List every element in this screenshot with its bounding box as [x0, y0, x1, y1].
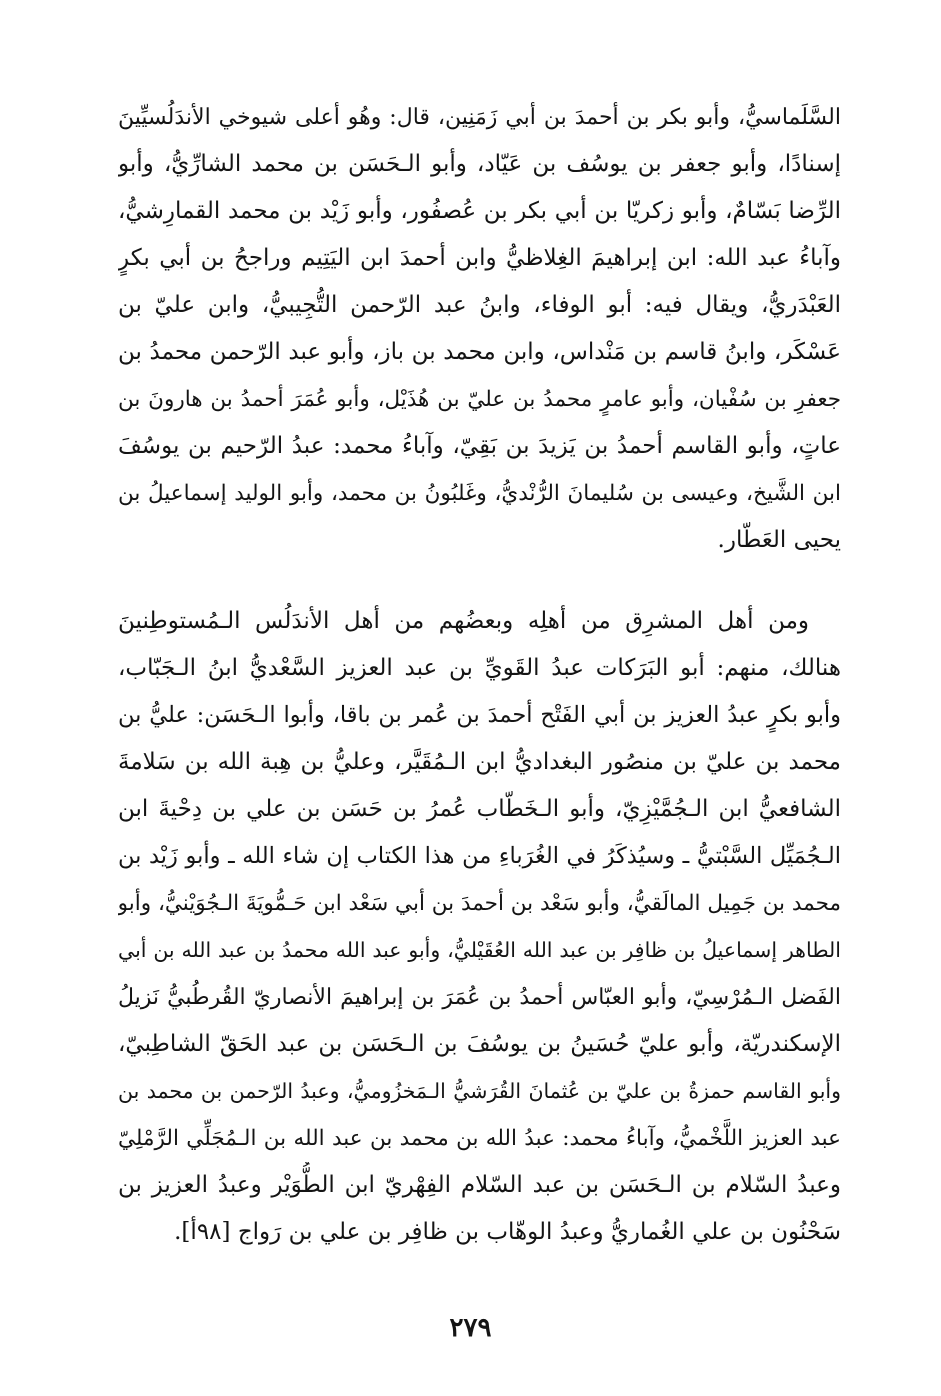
paragraph-2 — [118, 598, 841, 1256]
paragraph-line: جعفرِ بن سُفْيان، وأبو عامرٍ محمدُ بن عليّ بن هُذَيْل، وأبو عُمَرَ أحمدُ بن هارونَ بن — [118, 387, 841, 412]
paragraph-line: وأبو بكرٍ عبدُ العزيز بن أبي الفَتْح أحمدَ بن عُمر بن باقا، وأبوا الـحَسَن: عليُّ بن — [118, 702, 841, 728]
paragraph-line: وعبدُ السّلام بن الـحَسَن بن عبد السّلام الفِهْريّ ابن الطُّوَيْر وعبدُ العزيز بن — [118, 1172, 841, 1198]
paragraph-line: عاتٍ، وأبو القاسم أحمدُ بن يَزيدَ بن بَقِيّ، وآباءُ محمد: عبدُ الرّحيم بن يوسُفَ — [118, 433, 841, 459]
paragraph-line: الطاهر إسماعيلُ بن ظافِر بن عبد الله العُقَيْليُّ، وأبو عبد الله محمدُ بن عبد الله بن أبي — [118, 938, 841, 962]
paragraph-line: محمد بن عليّ بن منصُور البغداديُّ ابن الـمُقَيَّر، وعليُّ بن هِبة الله بن سَلامةَ — [118, 749, 841, 775]
paragraph-line: سَحْنُون بن علي الغُماريُّ وعبدُ الوهّاب بن ظافِر بن علي بن رَواج [٩٨أ]. — [174, 1219, 841, 1245]
paragraph-line: وآباءُ عبد الله: ابن إبراهيمَ الغِلاظيُّ وابن أحمدَ ابن اليَتِيم وراجحُ بن أبي بكرٍ — [118, 245, 841, 271]
paragraph-line: الفَضل الـمُرْسِيّ، وأبو العبّاس أحمدُ بن عُمَرَ بن إبراهيمَ الأنصاريّ القُرطُبيُّ نَزيلُ — [118, 985, 841, 1010]
paragraph-line: ومن أهل المشرِق من أهلِه وبعضُهم من أهل الأندَلُس الـمُستوطِنينَ — [118, 608, 809, 634]
paragraph-line: إسنادًا، وأبو جعفر بن يوسُف بن عَيّاد، وأبو الـحَسَن بن محمد الشارِّيُّ، وأبو — [118, 151, 841, 177]
paragraph-line: الـجُمَيِّل السَّبْتيُّ ـ وسيُذكَرُ في الغُرَباءِ من هذا الكتاب إن شاء الله ـ وأبو زَيْد بن — [118, 843, 841, 869]
page-number: ٢٧٩ — [449, 1313, 492, 1343]
paragraph-line: العَبْدَريُّ، ويقال فيه: أبو الوفاء، وابنُ عبد الرّحمن التُّجِيبيُّ، وابن عليّ بن — [118, 292, 841, 318]
paragraph-line: محمد بن جَمِيل المالَقيُّ، وأبو سَعْد بن أحمدَ بن أبي سَعْد ابن حَـمُّويَةَ الـجُوَيْنيُّ، وأبو — [118, 891, 841, 916]
paragraph-1 — [118, 94, 841, 564]
paragraph-line: الرِّضا بَسّامٌ، وأبو زكريّا بن أبي بكر بن عُصفُور، وأبو زَيْد بن محمد القمارِشيُّ، — [118, 198, 841, 224]
paragraph-line: الإسكندريّة، وأبو عليّ حُسَينُ بن يوسُفَ بن الـحَسَن بن عبد الحَقّ الشاطِبيّ، — [118, 1031, 841, 1057]
paragraph-line: عبد العزيز اللَّخْميُّ، وآباءُ محمد: عبدُ الله بن محمد بن عبد الله بن الـمُجَلِّي الرَّمْلِيّ — [118, 1126, 841, 1151]
paragraph-line: السَّلَماسيُّ، وأبو بكر بن أحمدَ بن أبي زَمَنِين، قال: وهُو أعلى شيوخي الأندَلُسيِّينَ — [118, 105, 841, 130]
paragraph-line: عَسْكَر، وابنُ قاسم بن مَنْداس، وابن محمد بن باز، وأبو عبد الرّحمن محمدُ بن — [118, 339, 841, 365]
paragraph-line: الشافعيُّ ابن الـجُمَّيْزِيّ، وأبو الـخَطّاب عُمرُ بن حَسَن بن علي بن دِحْيةَ ابن — [118, 796, 841, 822]
paragraph-line: هنالك، منهم: أبو البَرَكات عبدُ القَويِّ بن عبد العزيز السَّعْديُّ ابنُ الـجَبّاب، — [118, 655, 841, 681]
paragraph-line: ابن الشَّيخ، وعيسى بن سُليمانَ الرُّنْديُّ، وغَلبُونُ بن محمد، وأبو الوليد إسماعيلُ بن — [118, 481, 841, 506]
paragraph-line: وأبو القاسم حمزةُ بن عليّ بن عُثمانَ القُرَشيُّ الـمَخزُوميُّ، وعبدُ الرّحمن بن محمد بن — [118, 1079, 841, 1103]
paragraph-line: يحيى العَطّار. — [717, 527, 841, 553]
